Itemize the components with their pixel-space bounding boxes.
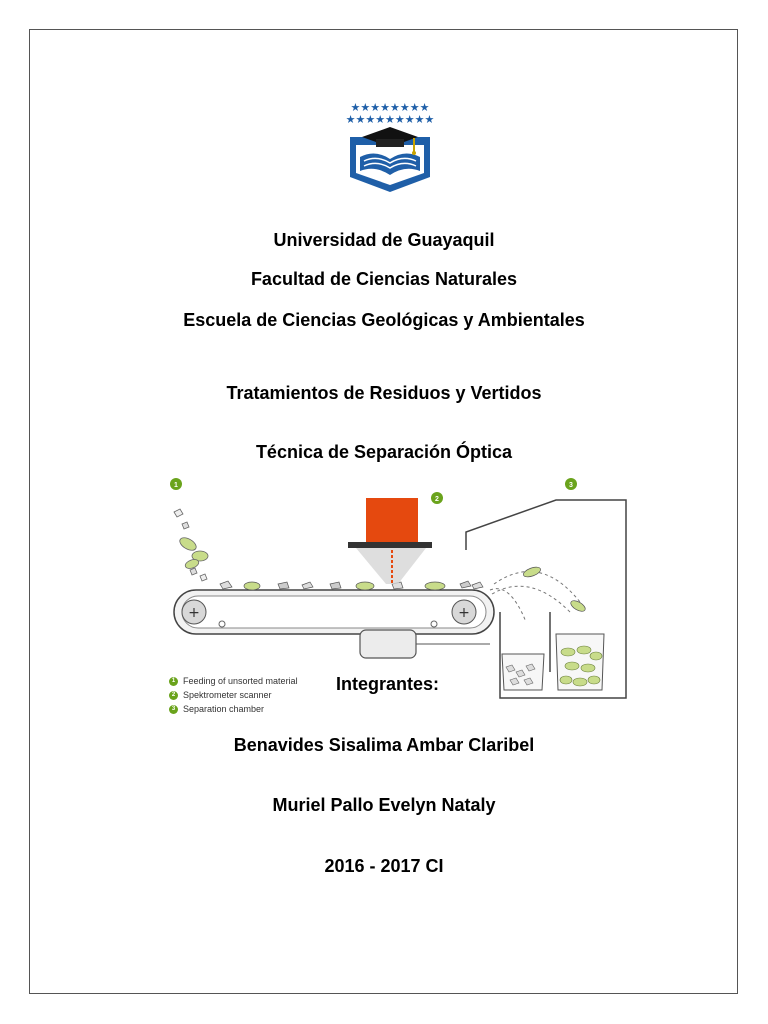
legend-item: 1 Feeding of unsorted material [169, 674, 298, 688]
svg-text:2: 2 [435, 496, 439, 503]
school-name: Escuela de Ciencias Geológicas y Ambientales [183, 310, 585, 330]
unsorted-material [174, 509, 208, 581]
spectrometer-scanner [348, 498, 432, 584]
svg-text:+: + [458, 605, 470, 621]
member-name: Muriel Pallo Evelyn Nataly [272, 795, 496, 815]
diagram-legend [169, 674, 298, 716]
material-on-belt [220, 581, 483, 590]
members-heading: Integrantes: [336, 674, 440, 694]
trajectories [490, 572, 580, 622]
step-badge-3 [565, 478, 577, 490]
university-name: Universidad de Guayaquil [273, 230, 495, 250]
topic-title: Técnica de Separación Óptica [255, 442, 513, 462]
accepted-bin [556, 634, 604, 690]
conveyor-belt [174, 590, 494, 634]
stars-icon [346, 101, 435, 126]
rejected-bin [502, 654, 544, 690]
svg-text:★★★★★★★★★: ★★★★★★★★★ [345, 113, 435, 126]
svg-text:★★★★★★★★: ★★★★★★★★ [350, 101, 430, 114]
motor [360, 630, 416, 658]
legend-item: 3 Separation chamber [169, 702, 298, 716]
university-logo [340, 97, 440, 193]
faculty-name: Facultad de Ciencias Naturales [250, 269, 518, 289]
svg-text:+: + [188, 605, 200, 621]
svg-text:3: 3 [569, 482, 573, 489]
legend-item: 2 Spektrometer scanner [169, 688, 298, 702]
step-badge-2 [431, 492, 443, 504]
svg-text:1: 1 [174, 482, 178, 489]
subject-title: Tratamientos de Residuos y Vertidos [226, 383, 542, 403]
step-badge-1 [170, 478, 182, 490]
academic-period: 2016 - 2017 CI [324, 856, 444, 876]
member-name: Benavides Sisalima Ambar Claribel [233, 735, 535, 755]
